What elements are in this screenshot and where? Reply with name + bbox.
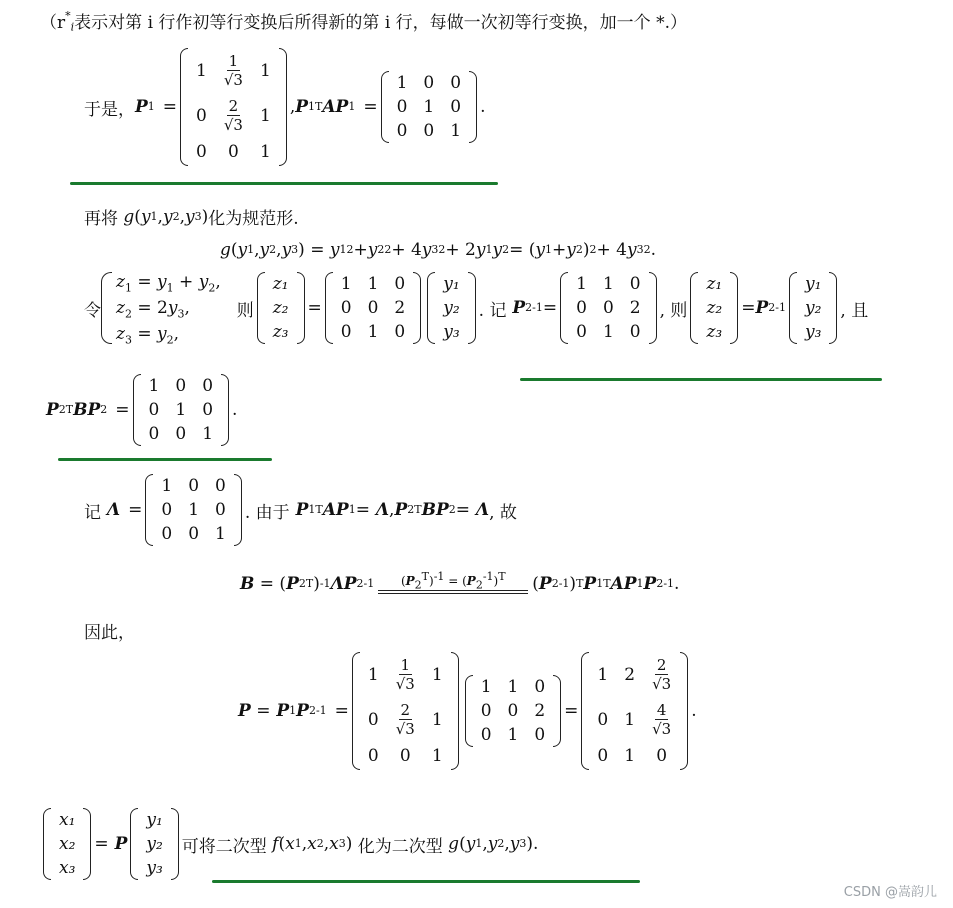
z-vector-2: z₁ z₂ z₃ bbox=[690, 272, 738, 344]
zai-jiang-rest: 化为规范形. bbox=[208, 209, 299, 229]
ji-label: . 记 bbox=[478, 300, 507, 321]
note-sub: i bbox=[70, 19, 75, 33]
yinci-label: 因此， bbox=[84, 623, 135, 643]
underline-4 bbox=[212, 880, 640, 883]
x-equation: x₁ x₂ x₃ = P y₁ y₂ y₃ 可将二次型 f ( x 1 , x 2 , x 3 ) 化为二次型 g ( y 1 , y 2 , y 3 ). bbox=[40, 808, 538, 880]
p-equation: P = P 1 P 2 -1 = 1 $\frac{1}{√3}$ 1 0 $\frac{2}{√3}$ 1 0 0 1 1 1 0 0 0 2 0 1 0 = 1 2 $\frac{2}{√3}$ 0 1 $\frac{4}{√3}$ 0 1 0 . bbox=[238, 652, 697, 770]
underline-3 bbox=[58, 458, 272, 461]
kejiang-label: 可将二次型 bbox=[181, 836, 267, 857]
identity-matrix-1: 1 0 0 0 1 0 0 0 1 bbox=[381, 71, 477, 143]
x-vector: x₁ x₂ x₃ bbox=[43, 808, 91, 880]
ze2-label: , 则 bbox=[659, 300, 688, 321]
identity-matrix-3: 1 0 0 0 1 0 0 0 1 bbox=[145, 474, 241, 546]
z-vector: z₁ z₂ z₃ bbox=[257, 272, 305, 344]
b-equation: B = ( P 2 T ) -1 ΛP 2 -1 $(P_2^T)^{-1} = (P_2^{-1})^T$ ( P 2 -1 ) T P 1 T AP 1 P 2 -1 . bbox=[240, 570, 680, 594]
qie-label: , 且 bbox=[840, 300, 869, 321]
note-open: （r bbox=[40, 13, 66, 33]
p2inv-matrix-3: 1 1 0 0 0 2 0 1 0 bbox=[465, 675, 561, 747]
zai-jiang-label: 再将 bbox=[84, 209, 118, 229]
identity-matrix-2: 1 0 0 0 1 0 0 0 1 bbox=[133, 374, 229, 446]
gu-label: , 故 bbox=[489, 502, 517, 523]
p1-matrix-2: 1 $\frac{1}{√3}$ 1 0 $\frac{2}{√3}$ 1 0 0 1 bbox=[352, 652, 459, 770]
substitution-line: 令 $z_1 = y_1 + y_2$, $z_2 = 2y_3$, $z_3 = y_2$, 则 z₁ z₂ z₃ = 1 1 0 0 0 2 0 1 0 y₁ y₂ y₃ . 记 P 2 -1 = 1 1 0 0 0 2 0 1 0 , 则 z₁ z₂ z₃ = P 2 -1 y₁ y₂ y₃ , 且 bbox=[84, 272, 869, 347]
transpose-identity: $(P_2^T)^{-1} = (P_2^{-1})^T$ bbox=[378, 574, 528, 594]
p1-equation: 于是， P 1 = 1 $\frac{1}{√3}$ 1 0 $\frac{2}{√3}$ 1 0 0 1 , P 1 T AP 1 = 1 0 0 0 1 0 0 0 1 . bbox=[84, 48, 485, 166]
p2inv-matrix-1: 1 1 0 0 0 2 0 1 0 bbox=[325, 272, 421, 344]
yinci-line bbox=[84, 618, 135, 643]
y-vector-2: y₁ y₂ y₃ bbox=[789, 272, 837, 344]
g-equation: g ( y 1 , y 2 , y 3 ) = y 1 2 + y 2 2 + 4 y 3 2 + 2 y 1 y 2 = ( y 1 + y 2 ) 2 + 4 y 3 2 . bbox=[220, 240, 656, 260]
underline-1 bbox=[70, 182, 498, 185]
huawei-label: 化为二次型 bbox=[357, 836, 443, 857]
substitution-system: $z_1 = y_1 + y_2$, $z_2 = 2y_3$, $z_3 = y_2$, bbox=[101, 272, 221, 344]
underline-2 bbox=[520, 378, 882, 381]
youyu-label: . 由于 bbox=[244, 502, 290, 523]
ji2-label: 记 bbox=[84, 502, 101, 523]
ze-label: 则 bbox=[236, 300, 254, 321]
note-sup: * bbox=[65, 8, 71, 22]
note-line bbox=[40, 8, 687, 33]
note-text: 表示对第 i 行作初等行变换后所得新的第 i 行，每做一次初等行变换，加一个 *.） bbox=[74, 13, 687, 33]
yushi-label: 于是， bbox=[84, 99, 135, 120]
watermark: CSDN @嵩韵儿 bbox=[843, 885, 937, 900]
y-vector-3: y₁ y₂ y₃ bbox=[130, 808, 178, 880]
p-result-matrix: 1 2 $\frac{2}{√3}$ 0 1 $\frac{4}{√3}$ 0 1 0 bbox=[581, 652, 688, 770]
ling-label: 令 bbox=[84, 300, 101, 321]
y-vector-1: y₁ y₂ y₃ bbox=[427, 272, 475, 344]
p2inv-matrix-2: 1 1 0 0 0 2 0 1 0 bbox=[560, 272, 656, 344]
lambda-line: 记 Λ = 1 0 0 0 1 0 0 0 1 . 由于 P 1 T AP 1 = Λ , P 2 T BP 2 = Λ , 故 bbox=[84, 476, 517, 544]
p1-matrix: 1 $\frac{1}{√3}$ 1 0 $\frac{2}{√3}$ 1 0 0 1 bbox=[180, 48, 287, 166]
zai-jiang-line: 再将 g ( y 1 , y 2 , y 3 ) 化为规范形. bbox=[84, 204, 299, 229]
p2-equation: P 2 T BP 2 = 1 0 0 0 1 0 0 0 1 . bbox=[46, 376, 238, 444]
